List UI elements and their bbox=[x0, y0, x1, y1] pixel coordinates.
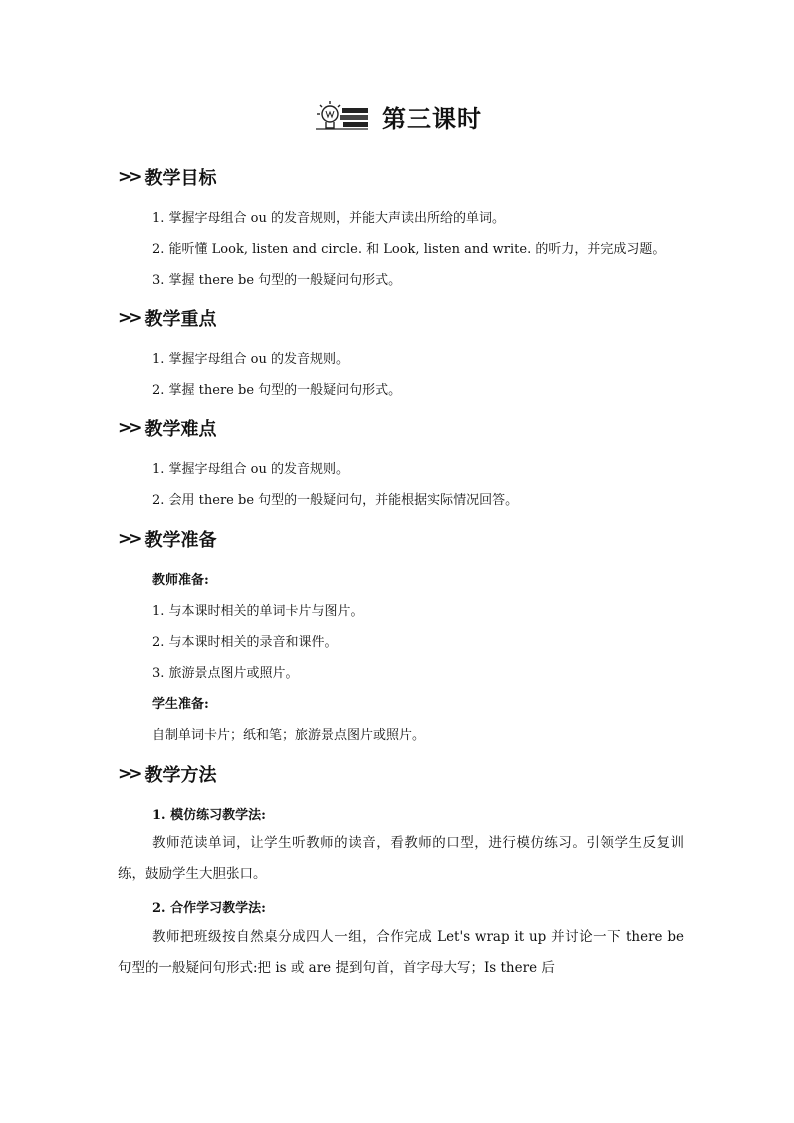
goal-item: 1. 掌握字母组合 ou 的发音规则，并能大声读出所给的单词。 bbox=[152, 211, 505, 226]
teacher-prep-item: 2. 与本课时相关的录音和课件。 bbox=[152, 635, 338, 650]
method-1-label: 1. 模仿练习教学法: bbox=[152, 808, 266, 823]
double-chevron-icon: >> bbox=[118, 764, 139, 784]
section-title: 教学重点 bbox=[144, 309, 217, 330]
teacher-prep-label: 教师准备: bbox=[152, 573, 209, 588]
double-chevron-icon: >> bbox=[118, 167, 139, 187]
goal-item: 2. 能听懂 Look, listen and circle. 和 Look, listen and write. 的听力，并完成习题。 bbox=[152, 242, 666, 257]
double-chevron-icon: >> bbox=[118, 308, 139, 328]
double-chevron-icon: >> bbox=[118, 529, 139, 549]
key-point-item: 1. 掌握字母组合 ou 的发音规则。 bbox=[152, 352, 349, 367]
method-1-text: 教师范读单词，让学生听教师的读音，看教师的口型，进行模仿练习。引领学生反复训练，鼓励学生大胆张口。 bbox=[118, 835, 684, 882]
goal-item: 3. 掌握 there be 句型的一般疑问句形式。 bbox=[152, 273, 402, 288]
title-row bbox=[0, 98, 794, 134]
section-title: 教学方法 bbox=[144, 765, 217, 786]
page-title: 第三课时 bbox=[382, 103, 482, 133]
section-heading-key-points bbox=[118, 305, 217, 331]
section-title: 教学难点 bbox=[144, 419, 217, 440]
difficulty-item: 1. 掌握字母组合 ou 的发音规则。 bbox=[152, 462, 349, 477]
section-title: 教学准备 bbox=[144, 530, 217, 551]
method-2-text: 教师把班级按自然桌分成四人一组，合作完成 Let's wrap it up 并讨论一下 there be 句型的一般疑问句形式:把 is 或 are 提到句首，首字母大写；Is there 后 bbox=[118, 929, 684, 976]
section-heading-goals bbox=[118, 164, 217, 190]
method-2-label: 2. 合作学习教学法: bbox=[152, 901, 266, 916]
lightbulb-books-icon bbox=[312, 98, 372, 134]
teacher-prep-item: 3. 旅游景点图片或照片。 bbox=[152, 666, 299, 681]
student-prep-label: 学生准备: bbox=[152, 697, 209, 712]
double-chevron-icon: >> bbox=[118, 418, 139, 438]
section-title: 教学目标 bbox=[144, 168, 217, 189]
section-heading-preparation bbox=[118, 526, 217, 552]
section-heading-methods bbox=[118, 761, 217, 787]
teacher-prep-item: 1. 与本课时相关的单词卡片与图片。 bbox=[152, 604, 364, 619]
key-point-item: 2. 掌握 there be 句型的一般疑问句形式。 bbox=[152, 383, 402, 398]
student-prep-text: 自制单词卡片；纸和笔；旅游景点图片或照片。 bbox=[152, 728, 426, 743]
section-heading-difficulties bbox=[118, 415, 217, 441]
difficulty-item: 2. 会用 there be 句型的一般疑问句，并能根据实际情况回答。 bbox=[152, 493, 519, 508]
